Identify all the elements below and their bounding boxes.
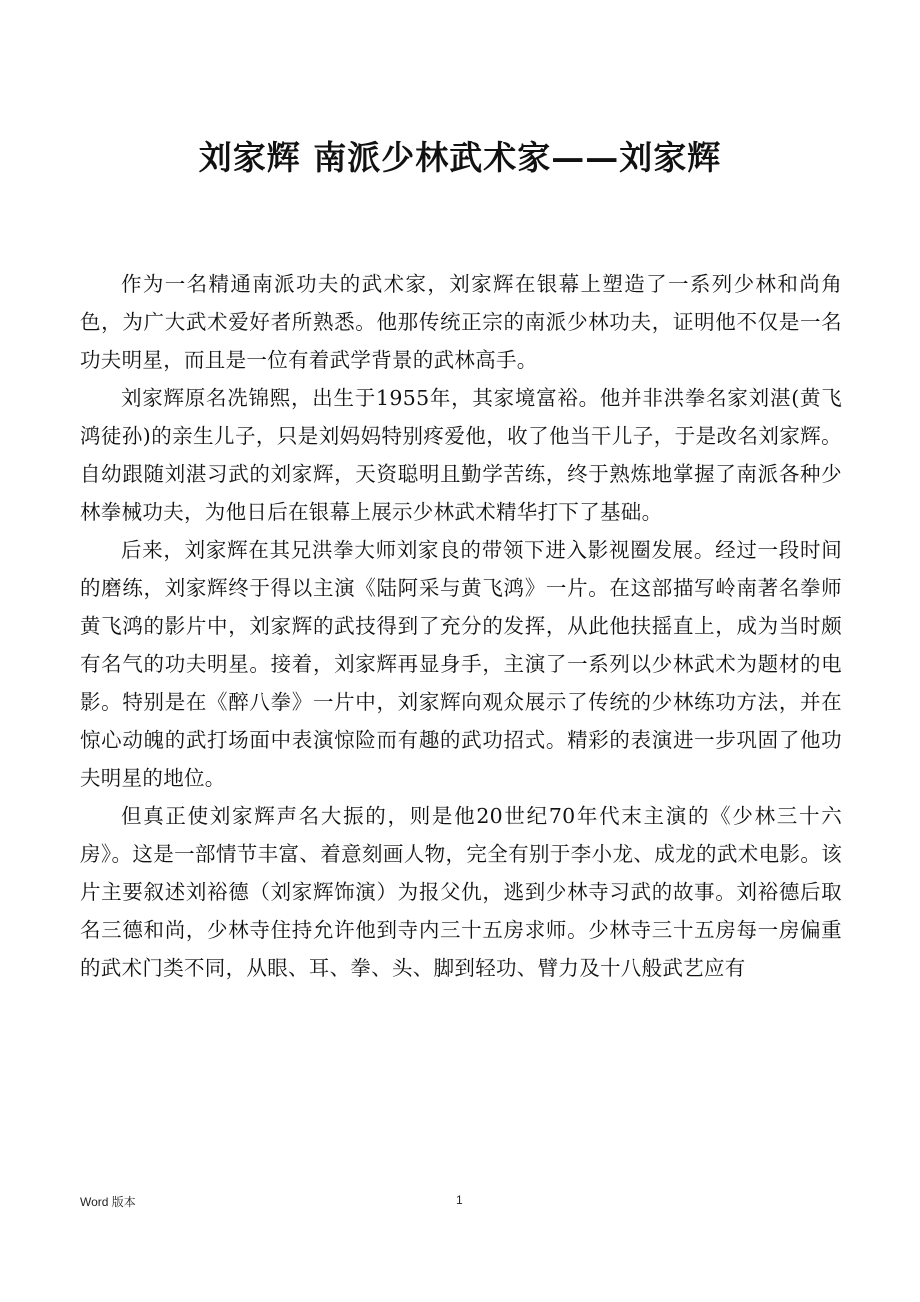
footer-label: Word 版本 xyxy=(80,1195,136,1209)
document-body xyxy=(80,265,842,987)
paragraph: 但真正使刘家辉声名大振的，则是他20世纪70年代末主演的《少林三十六房》。这是一部情节丰富、着意刻画人物，完全有别于李小龙、成龙的武术电影。该片主要叙述刘裕德（刘家辉饰演）为报父仇，逃到少林寺习武的故事。刘裕德后取名三德和尚，少林寺住持允许他到寺内三十五房求师。少林寺三十五房每一房偏重的武术门类不同，从眼、耳、拳、头、脚到轻功、臂力及十八般武艺应有 xyxy=(80,804,842,980)
paragraph: 作为一名精通南派功夫的武术家，刘家辉在银幕上塑造了一系列少林和尚角色，为广大武术爱好者所熟悉。他那传统正宗的南派少林功夫，证明他不仅是一名功夫明星，而且是一位有着武学背景的武林高手。 xyxy=(80,272,842,372)
paragraph: 刘家辉原名冼锦熙，出生于1955年，其家境富裕。他并非洪拳名家刘湛(黄飞鸿徒孙)的亲生儿子，只是刘妈妈特别疼爱他，收了他当干儿子，于是改名刘家辉。自幼跟随刘湛习武的刘家辉，天资聪明且勤学苦练，终于熟炼地掌握了南派各种少林拳械功夫，为他日后在银幕上展示少林武术精华打下了基础。 xyxy=(80,386,842,524)
page-title: 刘家辉 南派少林武术家——刘家辉 xyxy=(198,138,722,177)
paragraph: 后来，刘家辉在其兄洪拳大师刘家良的带领下进入影视圈发展。经过一段时间的磨练，刘家辉终于得以主演《陆阿采与黄飞鸿》一片。在这部描写岭南著名拳师黄飞鸿的影片中，刘家辉的武技得到了充分的发挥，从此他扶摇直上，成为当时颇有名气的功夫明星。接着，刘家辉再显身手，主演了一系列以少林武术为题材的电影。特别是在《醉八拳》一片中，刘家辉向观众展示了传统的少林练功方法，并在惊心动魄的武打场面中表演惊险而有趣的武功招式。精彩的表演进一步巩固了他功夫明星的地位。 xyxy=(80,538,842,790)
page-number: 1 xyxy=(456,1193,463,1207)
